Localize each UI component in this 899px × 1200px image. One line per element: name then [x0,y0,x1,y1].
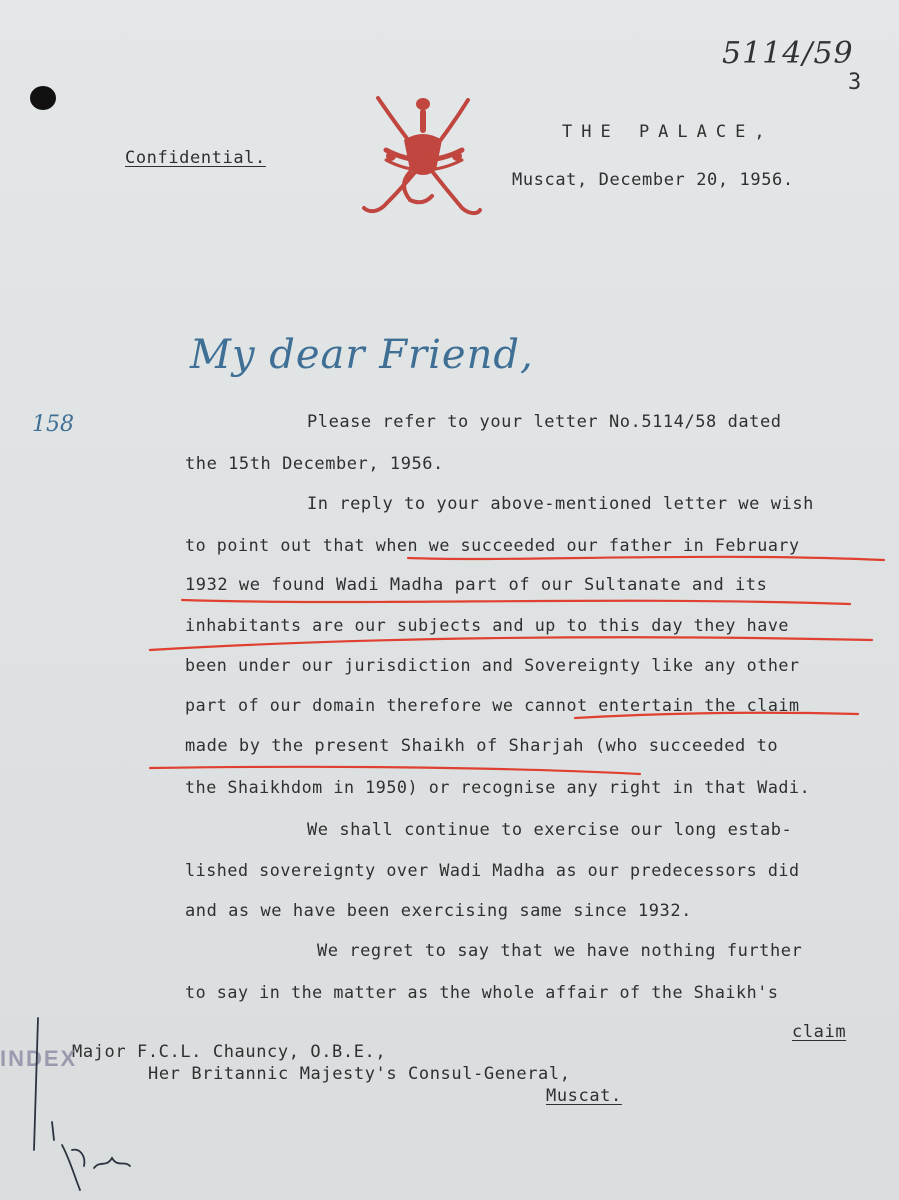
body-line: been under our jurisdiction and Sovereignty like any other [185,655,800,675]
confidential-label: Confidential. [125,148,266,168]
place-date: Muscat, December 20, 1956. [512,170,794,190]
margin-reference: 158 [32,412,74,437]
page-number: 3 [848,70,862,95]
body-line: the 15th December, 1956. [185,454,444,474]
body-line: inhabitants are our subjects and up to this day they have [185,615,790,635]
body-line: 1932 we found Wadi Madha part of our Sultanate and its [185,575,768,595]
body-line: and as we have been exercising same since 1932. [185,901,692,921]
body-line: Please refer to your letter No.5114/58 dated [307,412,782,432]
addressee-title: Her Britannic Majesty's Consul-General, [148,1064,571,1084]
palace-name: THE PALACE, [562,122,774,142]
body-line: the Shaikhdom in 1950) or recognise any right in that Wadi. [185,777,811,797]
index-stamp: INDEX [0,1046,78,1071]
addressee-name: Major F.C.L. Chauncy, O.B.E., [72,1042,387,1062]
body-line: made by the present Shaikh of Sharjah (who succeeded to [185,736,779,756]
body-line: We regret to say that we have nothing further [317,941,803,961]
body-line: to point out that when we succeeded our father in February [185,535,800,555]
body-line: In reply to your above-mentioned letter we wish [307,494,814,514]
body-line: to say in the matter as the whole affair of the Shaikh's [185,982,779,1002]
file-reference: 5114/59 [722,36,854,71]
catchword: claim [792,1022,847,1042]
body-line: lished sovereignty over Wadi Madha as our predecessors did [185,860,800,880]
addressee-city: Muscat. [546,1086,622,1106]
body-line: part of our domain therefore we cannot entertain the claim [185,695,800,715]
salutation: My dear Friend, [190,332,534,378]
body-line: We shall continue to exercise our long estab- [307,820,793,840]
